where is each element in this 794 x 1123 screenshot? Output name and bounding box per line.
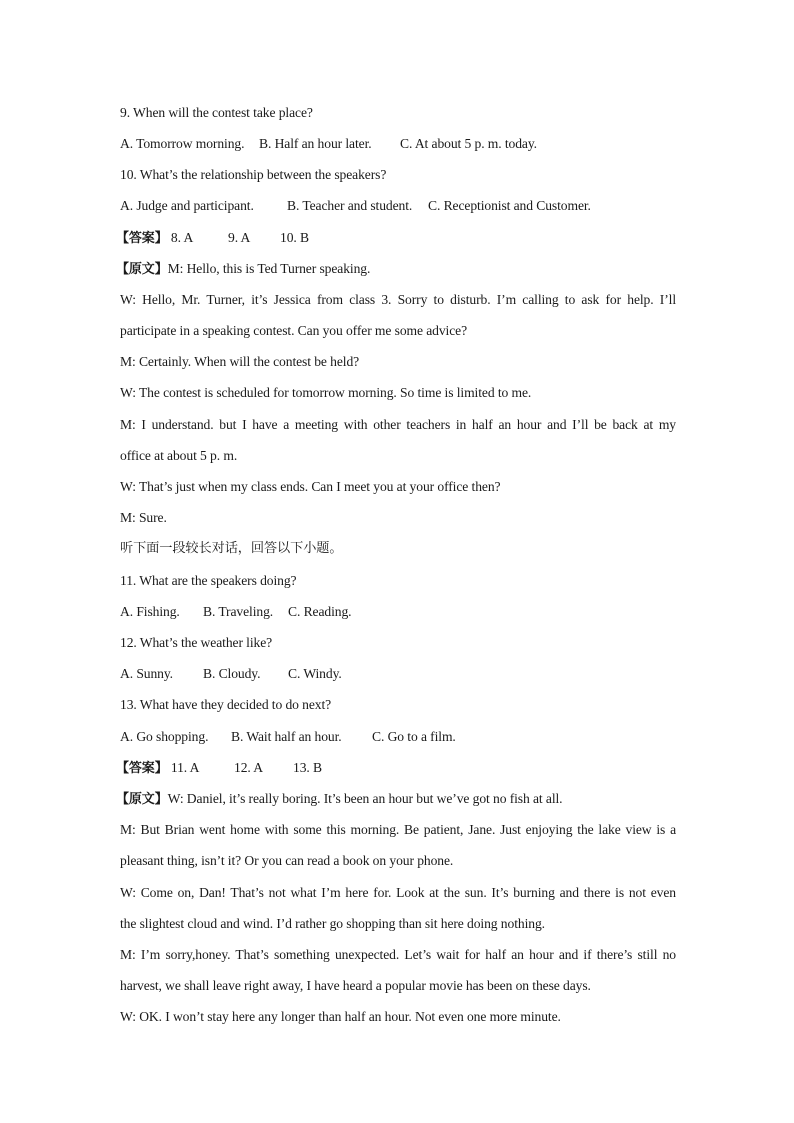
question-10: 10. What’s the relationship between the speakers? [120, 167, 387, 182]
transcript-line: harvest, we shall leave right away, I have heard a popular movie has been on these days. [120, 978, 591, 993]
option-b: B. Wait half an hour. [231, 729, 342, 744]
question-13: 13. What have they decided to do next? [120, 697, 332, 712]
option-b: B. Cloudy. [203, 666, 261, 681]
question-12: 12. What’s the weather like? [120, 635, 273, 650]
answer-12: 12. A [234, 760, 263, 775]
transcript-line: M: Certainly. When will the contest be held? [120, 354, 360, 369]
transcript-line: the slightest cloud and wind. I’d rather go shopping than sit here doing nothing. [120, 916, 545, 931]
answer-label: 【答案】 [116, 231, 168, 246]
transcript-line [116, 260, 672, 279]
option-c: C. Receptionist and Customer. [428, 198, 591, 213]
transcript-line: W: That’s just when my class ends. Can I meet you at your office then? [120, 479, 501, 494]
option-c: C. Windy. [288, 666, 342, 681]
transcript-line: M: I understand. but I have a meeting with other teachers in half an hour and I’ll be back at my [120, 417, 676, 432]
section-instruction: 听下面一段较长对话，回答以下小题。 [120, 541, 343, 556]
option-b: B. Teacher and student. [287, 198, 413, 213]
answer-9: 9. A [228, 230, 251, 245]
transcript-line: M: I’m sorry,honey. That’s something unexpected. Let’s wait for half an hour and if there’s still no [120, 947, 676, 962]
answer-label: 【答案】 [116, 761, 168, 776]
answer-13: 13. B [293, 760, 322, 775]
answer-8: 8. A [170, 230, 194, 245]
option-a: A. Tomorrow morning. [120, 136, 245, 151]
transcript-line: W: Hello, Mr. Turner, it’s Jessica from class 3. Sorry to disturb. I’m calling to ask for help. I’ll [120, 292, 676, 307]
transcript-line: M: But Brian went home with some this morning. Be patient, Jane. Just enjoying the lake view is a [120, 822, 676, 837]
transcript-text: M: Hello, this is Ted Turner speaking. [167, 261, 371, 276]
transcript-line: participate in a speaking contest. Can you offer me some advice? [120, 323, 468, 338]
option-c: C. Go to a film. [372, 729, 456, 744]
transcript-label: 【原文】 [116, 262, 168, 277]
transcript-line: W: The contest is scheduled for tomorrow morning. So time is limited to me. [120, 385, 532, 400]
transcript-text: W: Daniel, it’s really boring. It’s been an hour but we’ve got no fish at all. [167, 791, 563, 806]
transcript-line: office at about 5 p. m. [120, 448, 238, 463]
answer-line-1 [116, 229, 672, 248]
answer-10: 10. B [280, 230, 309, 245]
transcript-line: W: OK. I won’t stay here any longer than half an hour. Not even one more minute. [120, 1009, 561, 1024]
option-b: B. Half an hour later. [259, 136, 372, 151]
option-c: C. At about 5 p. m. today. [400, 136, 537, 151]
transcript-line: W: Come on, Dan! That’s not what I’m here for. Look at the sun. It’s burning and there is not even [120, 885, 676, 900]
option-a: A. Go shopping. [120, 729, 209, 744]
option-a: A. Sunny. [120, 666, 173, 681]
option-b: B. Traveling. [203, 604, 274, 619]
answer-line-2 [116, 759, 672, 778]
question-11: 11. What are the speakers doing? [120, 573, 297, 588]
transcript-line: pleasant thing, isn’t it? Or you can read a book on your phone. [120, 853, 454, 868]
transcript-line [116, 790, 672, 809]
option-c: C. Reading. [288, 604, 352, 619]
transcript-line: M: Sure. [120, 510, 167, 525]
transcript-label: 【原文】 [116, 792, 168, 807]
option-a: A. Judge and participant. [120, 198, 254, 213]
question-9: 9. When will the contest take place? [120, 105, 313, 120]
answer-11: 11. A [170, 760, 200, 775]
option-a: A. Fishing. [120, 604, 180, 619]
